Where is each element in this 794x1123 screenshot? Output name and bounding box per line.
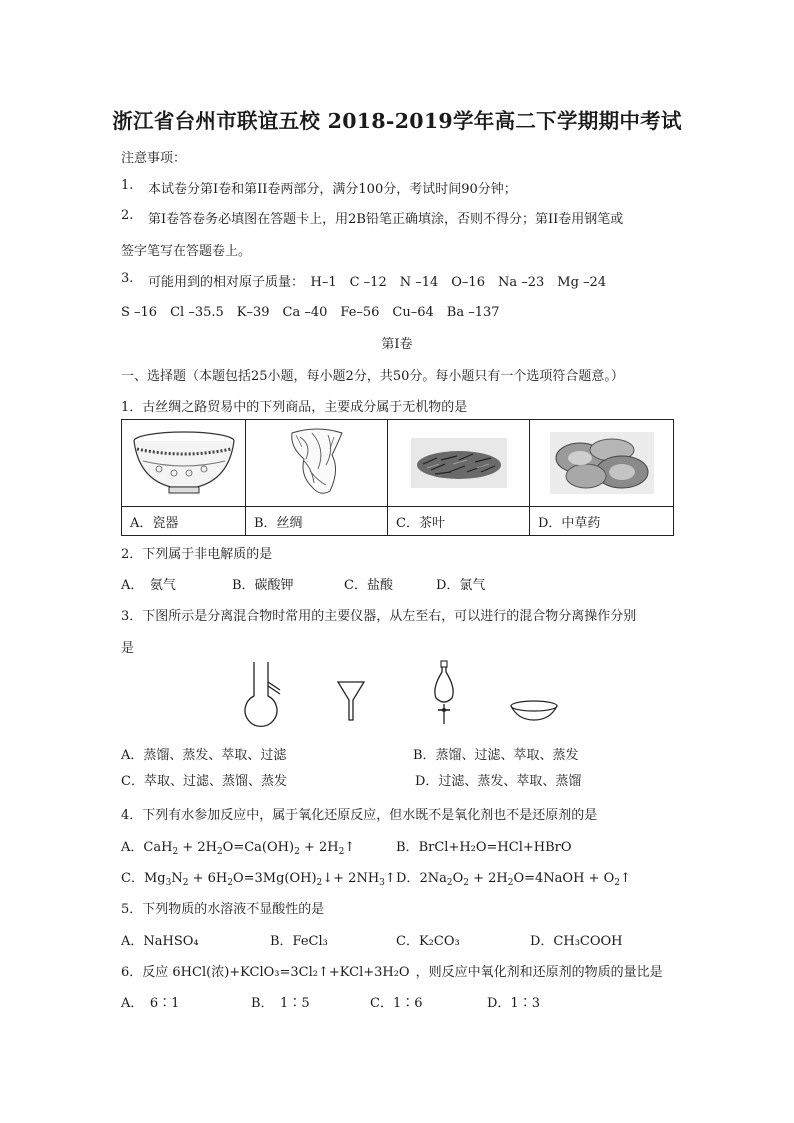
part1-heading: 一、选择题（本题包括25小题，每小题2分，共50分。每小题只有一个选项符合题意。） <box>121 369 624 384</box>
q2-option-b: B．碳酸钾 <box>232 578 294 593</box>
tea-leaves-icon <box>411 438 507 488</box>
q1-image-tea-leaves <box>388 420 530 507</box>
separatory-funnel-icon <box>430 660 460 726</box>
q1-option-c: C．茶叶 <box>388 507 530 536</box>
q2-option-c: C．盐酸 <box>344 578 393 593</box>
q1-image-silk-cloth <box>246 420 388 507</box>
q1-option-b: B．丝绸 <box>246 507 388 536</box>
q5-option-d: D．CH₃COOH <box>530 934 623 949</box>
q1-option-d: D．中草药 <box>530 507 674 536</box>
q4-option-c-label: C． <box>121 871 144 886</box>
evaporating-dish-icon <box>508 698 560 724</box>
q6-stem <box>121 961 663 980</box>
herbal-medicine-icon <box>550 432 654 494</box>
distillation-flask-icon <box>238 660 282 728</box>
q4-option-a: A．$CaH_2 + 2H_2O=Ca(OH)_2$ + $2H_2↑$ <box>121 840 356 857</box>
notice-item-2-line-1: 第I卷答卷务必填图在答题卡上，用2B铅笔正确填涂，否则不得分；第II卷用钢笔或 <box>148 212 624 227</box>
q1-options-table <box>121 419 674 536</box>
exam-title: 浙江省台州市联谊五校 2018-2019学年高二下学期期中考试 <box>112 109 682 133</box>
q2-option-a: A． 氨气 <box>121 578 176 593</box>
q3-stem-line-2: 是 <box>121 641 135 656</box>
porcelain-bowl-icon <box>129 427 239 499</box>
notice-item-2-number: 2. <box>121 208 134 223</box>
q1-stem: 1．古丝绸之路贸易中的下列商品，主要成分属于无机物的是 <box>121 400 468 415</box>
q1-option-a: A．瓷器 <box>122 507 246 536</box>
q6-option-a: A． 6∶1 <box>121 996 180 1011</box>
notice-item-3-number: 3. <box>121 271 134 286</box>
q5-option-a: A．NaHSO₄ <box>121 934 199 949</box>
q5-option-b: B．FeCl₃ <box>270 934 328 949</box>
atomic-masses-line-2: S –16 Cl –35.5 K–39 Ca –40 Fe–56 Cu–64 Ba –137 <box>121 305 500 320</box>
q4-option-d: D．$2Na_2O_2$ + $2H_2O=4NaOH$ + $O_2↑$ <box>396 871 631 888</box>
funnel-icon <box>336 680 366 722</box>
notice-heading: 注意事项： <box>121 151 187 166</box>
q6-option-c: C．1∶6 <box>370 996 423 1011</box>
q4-option-b-equation: BrCl+H₂O=HCl+HBrO <box>418 840 572 855</box>
q3-option-b: B．蒸馏、过滤、萃取、蒸发 <box>413 748 579 763</box>
q4-option-c: C．$Mg_3N_2$ + $6H_2O=3Mg(OH)_2↓+$ $2NH_3↑$ <box>121 871 396 888</box>
q6-stem-equation: 6．反应 6HCl(浓)+KClO₃=3Cl₂↑+KCl+3H₂O <box>121 965 410 980</box>
q6-option-d: D．1∶3 <box>487 996 540 1011</box>
notice-item-1: 本试卷分第I卷和第II卷两部分，满分100分，考试时间90分钟； <box>148 182 517 197</box>
atomic-masses-line-1: 可能用到的相对原子质量： H–1 C –12 N –14 O–16 Na –23 Mg –24 <box>148 275 607 290</box>
silk-cloth-icon <box>282 425 352 501</box>
q5-option-c: C．K₂CO₃ <box>396 934 460 949</box>
q1-image-porcelain-bowl <box>122 420 246 507</box>
q3-option-a: A．蒸馏、蒸发、萃取、过滤 <box>121 748 287 763</box>
q4-option-d-label: D． <box>396 871 420 886</box>
q2-stem: 2．下列属于非电解质的是 <box>121 547 273 562</box>
q3-option-d: D．过滤、蒸发、萃取、蒸馏 <box>415 774 582 789</box>
section-title: 第I卷 <box>381 337 413 352</box>
q6-option-b: B． 1∶5 <box>251 996 310 1011</box>
q4-option-a-label: A． <box>121 840 144 855</box>
q3-option-c: C．萃取、过滤、蒸馏、蒸发 <box>121 774 287 789</box>
q4-option-b-label: B． <box>396 840 419 855</box>
notice-item-2-line-2: 签字笔写在答题卷上。 <box>121 244 252 259</box>
notice-item-1-number: 1. <box>121 178 134 193</box>
q5-stem: 5．下列物质的水溶液不显酸性的是 <box>121 902 325 917</box>
q4-option-b <box>396 836 572 855</box>
q4-stem: 4．下列有水参加反应中，属于氧化还原反应，但水既不是氧化剂也不是还原剂的是 <box>121 808 598 823</box>
q3-stem-line-1: 3．下图所示是分离混合物时常用的主要仪器，从左至右，可以进行的混合物分离操作分别 <box>121 609 637 624</box>
q6-stem-question: ，则反应中氧化剂和还原剂的物质的量比是 <box>415 965 663 980</box>
q2-option-d: D．氯气 <box>436 578 486 593</box>
q1-image-herbal-medicine <box>530 420 674 507</box>
